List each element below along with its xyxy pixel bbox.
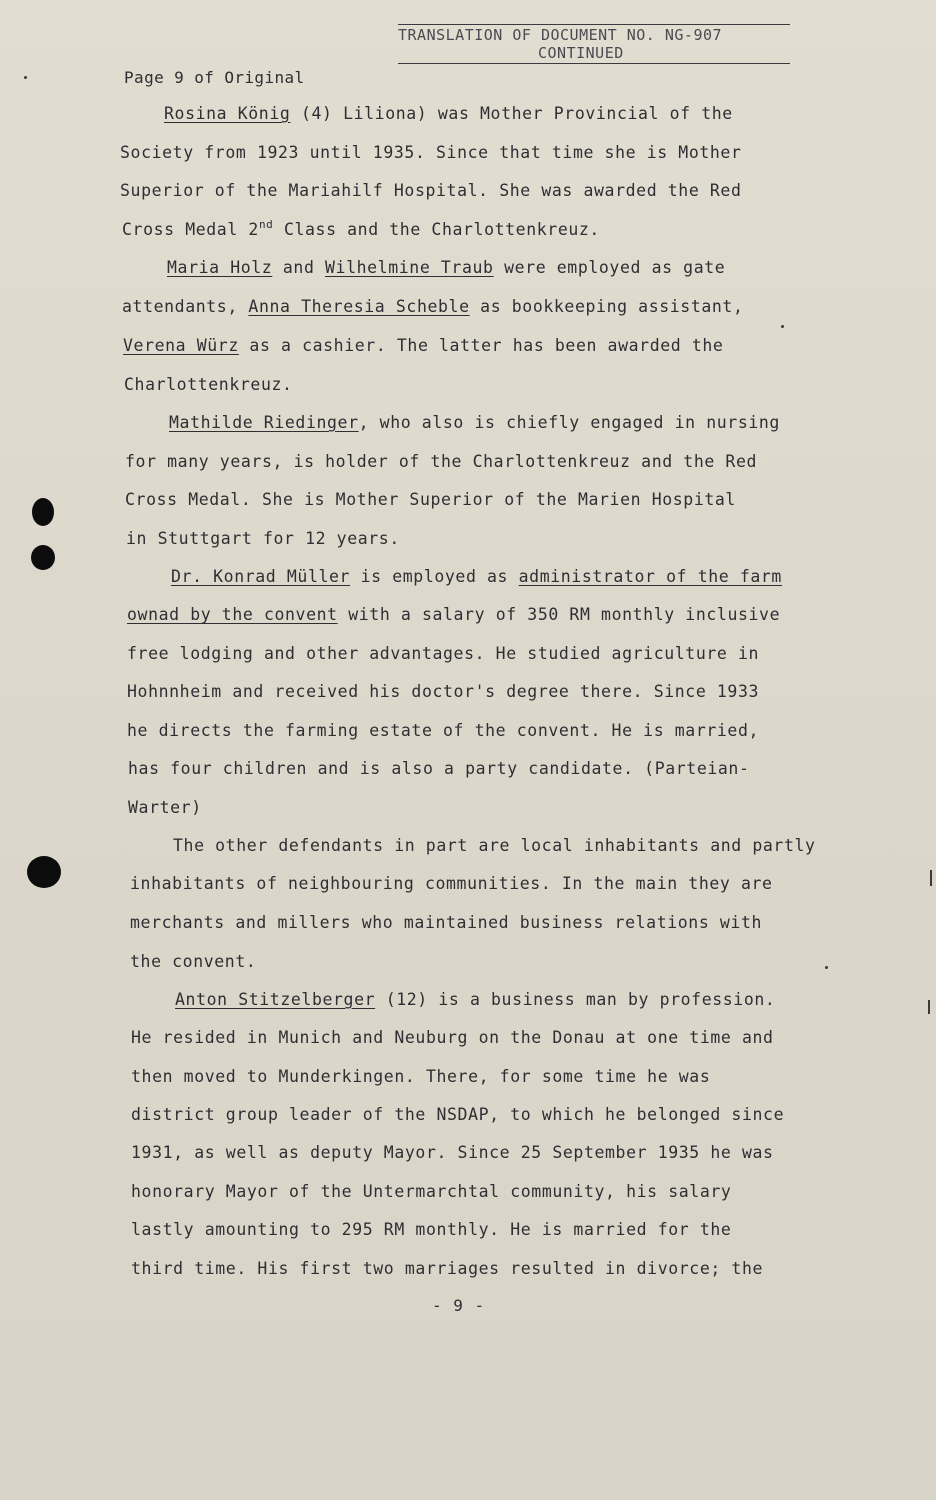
text-run: is employed as — [350, 567, 519, 586]
punch-hole-mark — [32, 498, 54, 526]
p3-line-1 — [169, 413, 780, 433]
text-run: as bookkeeping assistant, — [469, 297, 744, 316]
p6-line-2: He resided in Munich and Neuburg on the Donau at one time and — [131, 1028, 774, 1047]
p1-line-1 — [164, 104, 733, 124]
p1-line-3: Superior of the Mariahilf Hospital. She was awarded the Red — [120, 181, 742, 200]
document-header — [398, 24, 790, 64]
text-run: and — [272, 258, 326, 277]
p4-line-1 — [171, 567, 782, 587]
person-name: Rosina König — [164, 104, 291, 123]
role-text: ownad by the convent — [127, 605, 338, 624]
text-run: were employed as gate — [493, 258, 726, 277]
stray-mark — [24, 76, 27, 79]
p5-line-1: The other defendants in part are local inhabitants and partly — [173, 836, 816, 855]
header-title: TRANSLATION OF DOCUMENT NO. NG-907 — [398, 26, 723, 44]
text-run: Class and the Charlottenkreuz. — [273, 220, 600, 239]
p4-line-6: has four children and is also a party candidate. (Parteian- — [128, 759, 750, 778]
p2-line-2 — [122, 297, 744, 317]
p5-line-3: merchants and millers who maintained business relations with — [130, 913, 763, 932]
header-continued: CONTINUED — [538, 44, 624, 62]
original-page-reference: Page 9 of Original — [124, 68, 305, 87]
p6-line-6: honorary Mayor of the Untermarchtal community, his salary — [131, 1182, 732, 1201]
edge-mark — [928, 1000, 930, 1014]
p6-line-5: 1931, as well as deputy Mayor. Since 25 September 1935 he was — [131, 1143, 774, 1162]
p4-line-4: Hohnnheim and received his doctor's degree there. Since 1933 — [127, 682, 760, 701]
punch-hole-mark — [27, 856, 61, 888]
person-name: Mathilde Riedinger — [169, 413, 359, 432]
p5-line-4: the convent. — [130, 952, 257, 971]
text-run: (12) is a business man by profession. — [375, 990, 776, 1009]
p4-line-2 — [127, 605, 780, 625]
p1-line-4 — [122, 220, 600, 240]
edge-mark — [930, 870, 932, 886]
stray-mark — [825, 966, 828, 969]
stray-mark — [781, 325, 784, 328]
text-run: as a cashier. The latter has been awarded the — [238, 336, 724, 355]
p1-line-2: Society from 1923 until 1935. Since that time she is Mother — [120, 143, 742, 162]
person-name: Wilhelmine Traub — [325, 258, 494, 277]
text-run: Cross Medal 2 — [122, 220, 259, 239]
p6-line-4: district group leader of the NSDAP, to which he belonged since — [131, 1105, 785, 1124]
p2-line-4: Charlottenkreuz. — [124, 375, 293, 394]
p6-line-7: lastly amounting to 295 RM monthly. He is married for the — [131, 1220, 732, 1239]
p2-line-1 — [167, 258, 725, 278]
p2-line-3 — [123, 336, 723, 356]
text-run: with a salary of 350 RM monthly inclusive — [337, 605, 781, 624]
person-name: Dr. Konrad Müller — [171, 567, 351, 586]
p4-line-3: free lodging and other advantages. He studied agriculture in — [127, 644, 760, 663]
role-text: administrator of the farm — [518, 567, 782, 586]
p3-line-3: Cross Medal. She is Mother Superior of the Marien Hospital — [125, 490, 736, 509]
page-number: - 9 - — [432, 1296, 486, 1315]
header-bottom-rule — [398, 63, 790, 64]
superscript: nd — [258, 218, 274, 231]
person-name: Maria Holz — [167, 258, 273, 277]
p4-line-5: he directs the farming estate of the convent. He is married, — [127, 721, 760, 740]
p3-line-4: in Stuttgart for 12 years. — [126, 529, 400, 548]
p5-line-2: inhabitants of neighbouring communities. In the main they are — [130, 874, 773, 893]
p6-line-8: third time. His first two marriages resulted in divorce; the — [131, 1259, 764, 1278]
p6-line-3: then moved to Munderkingen. There, for some time he was — [131, 1067, 711, 1086]
person-name: Anton Stitzelberger — [175, 990, 376, 1009]
p6-line-1 — [175, 990, 775, 1010]
person-name: Anna Theresia Scheble — [248, 297, 470, 316]
p3-line-2: for many years, is holder of the Charlottenkreuz and the Red — [125, 452, 758, 471]
punch-hole-mark — [31, 545, 55, 570]
text-run: attendants, — [122, 297, 249, 316]
text-run: , who also is chiefly engaged in nursing — [358, 413, 780, 432]
text-run: (4) Liliona) was Mother Provincial of the — [290, 104, 733, 123]
p4-line-7: Warter) — [128, 798, 202, 817]
person-name: Verena Würz — [123, 336, 239, 355]
